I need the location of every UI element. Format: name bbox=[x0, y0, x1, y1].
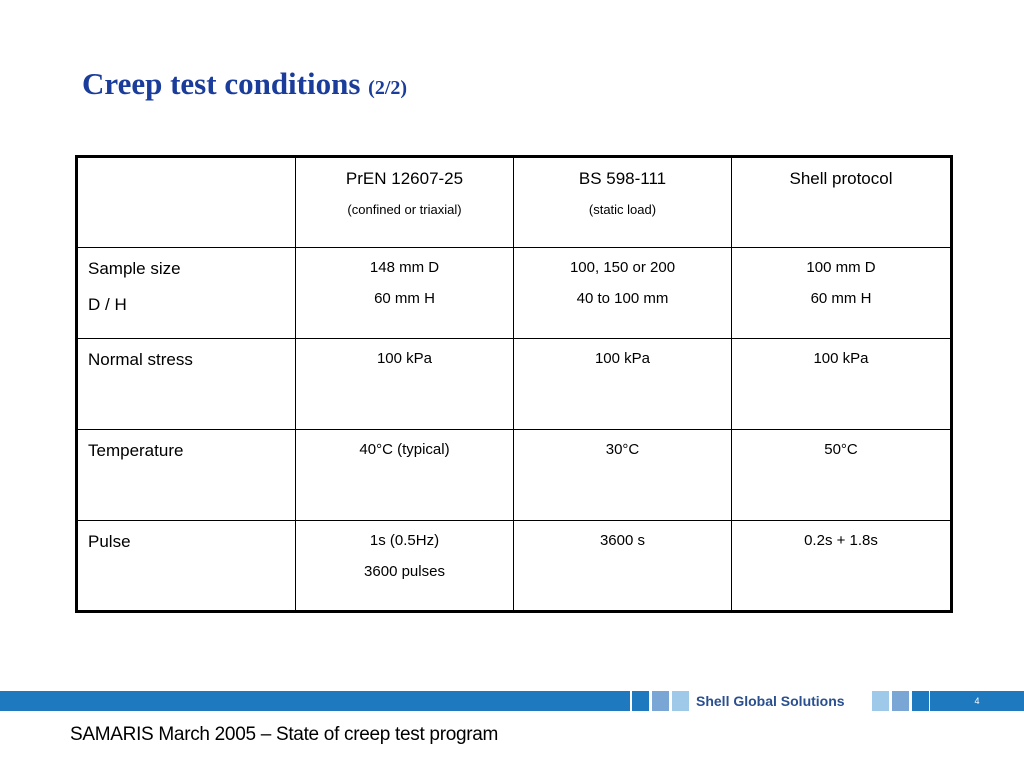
table-cell bbox=[514, 521, 732, 612]
header-cell-pren bbox=[296, 157, 514, 248]
cell-line: 100 kPa bbox=[813, 350, 869, 367]
slide-title-suffix: (2/2) bbox=[368, 77, 408, 99]
slide-title bbox=[82, 66, 407, 102]
row-label-line: D / H bbox=[88, 295, 127, 314]
slide-title-main: Creep test conditions bbox=[82, 66, 361, 101]
row-label-line: Normal stress bbox=[88, 350, 193, 369]
cell-line: 3600 s bbox=[599, 532, 646, 549]
brand-square bbox=[912, 691, 929, 711]
table-cell bbox=[296, 339, 514, 430]
row-label-sample-size bbox=[77, 248, 296, 339]
table-row bbox=[77, 521, 952, 612]
brand-name: Shell Global Solutions bbox=[690, 691, 870, 711]
cell-line: 100 mm D bbox=[806, 259, 876, 276]
row-label-line: Temperature bbox=[88, 441, 184, 460]
footer-brand-bar bbox=[0, 691, 1024, 711]
table-cell bbox=[732, 521, 952, 612]
creep-conditions-table bbox=[75, 155, 953, 613]
row-label-normal-stress bbox=[77, 339, 296, 430]
table-cell bbox=[732, 339, 952, 430]
row-label-temperature bbox=[77, 430, 296, 521]
row-label-line: Pulse bbox=[88, 532, 131, 551]
slide-footer: SAMARIS March 2005 – State of creep test program bbox=[70, 724, 499, 745]
table-cell bbox=[514, 339, 732, 430]
table-row bbox=[77, 248, 952, 339]
table-header-row bbox=[77, 157, 952, 248]
table-cell bbox=[296, 248, 514, 339]
header-name: Shell protocol bbox=[789, 169, 893, 188]
cell-line: 1s (0.5Hz) bbox=[369, 532, 440, 549]
table-row bbox=[77, 430, 952, 521]
header-name: BS 598-111 bbox=[578, 169, 667, 188]
header-corner-cell bbox=[77, 157, 296, 248]
cell-line: 148 mm D bbox=[369, 259, 440, 276]
brand-square bbox=[892, 691, 909, 711]
table-cell bbox=[296, 430, 514, 521]
table-cell bbox=[514, 248, 732, 339]
cell-line: 40°C (typical) bbox=[359, 441, 450, 458]
row-label-line: Sample size bbox=[88, 259, 181, 278]
header-name: PrEN 12607-25 bbox=[345, 169, 464, 188]
header-note: (static load) bbox=[588, 202, 657, 217]
row-label-pulse bbox=[77, 521, 296, 612]
header-cell-shell bbox=[732, 157, 952, 248]
cell-line: 30°C bbox=[605, 441, 640, 458]
cell-line: 40 to 100 mm bbox=[576, 290, 669, 307]
table-cell bbox=[514, 430, 732, 521]
header-note: (confined or triaxial) bbox=[347, 202, 462, 217]
brand-square bbox=[632, 691, 649, 711]
cell-line: 60 mm H bbox=[810, 290, 872, 307]
brand-square bbox=[872, 691, 889, 711]
table-cell bbox=[732, 248, 952, 339]
cell-line: 60 mm H bbox=[374, 290, 435, 307]
table-cell bbox=[732, 430, 952, 521]
table-row bbox=[77, 339, 952, 430]
page-number: 4 bbox=[974, 696, 980, 706]
brand-bar-left bbox=[0, 691, 630, 711]
cell-line: 0.2s + 1.8s bbox=[804, 532, 878, 549]
brand-square bbox=[672, 691, 689, 711]
header-cell-bs bbox=[514, 157, 732, 248]
cell-line: 100, 150 or 200 bbox=[569, 259, 676, 276]
cell-line: 50°C bbox=[824, 441, 858, 458]
cell-line: 100 kPa bbox=[594, 350, 651, 367]
cell-line: 3600 pulses bbox=[364, 563, 445, 580]
brand-square bbox=[652, 691, 669, 711]
table-cell bbox=[296, 521, 514, 612]
cell-line: 100 kPa bbox=[376, 350, 433, 367]
